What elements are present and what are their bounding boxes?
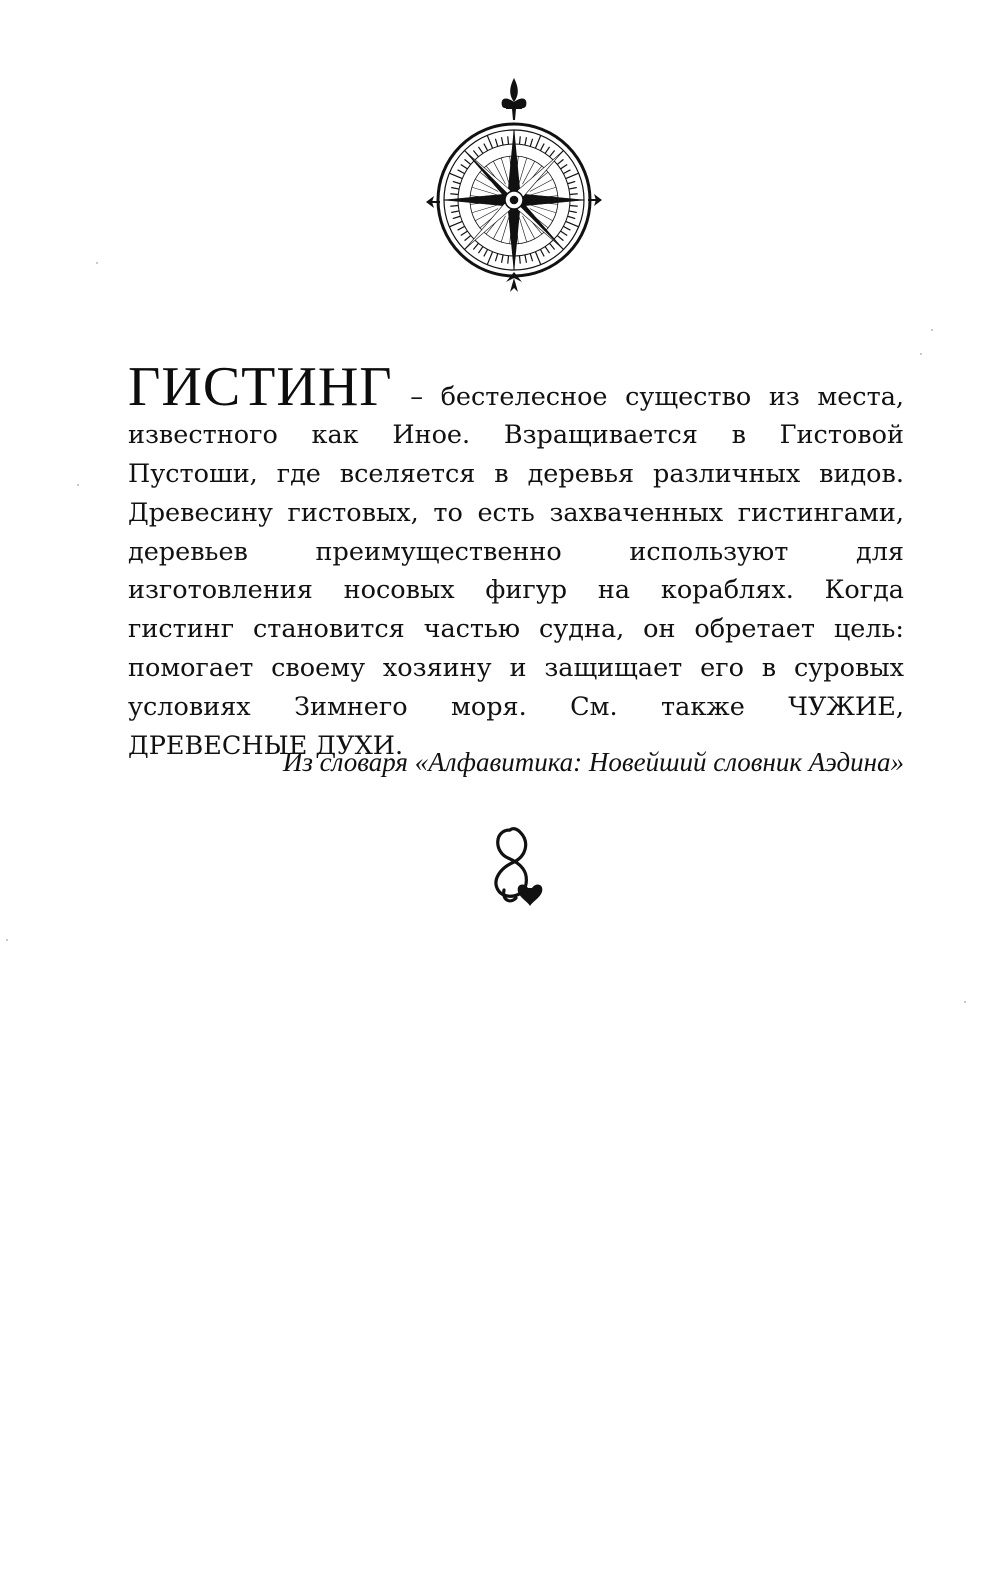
compass-tick xyxy=(569,211,577,213)
compass-tick xyxy=(461,231,468,235)
compass-ray xyxy=(472,205,497,213)
dictionary-entry xyxy=(128,355,904,766)
compass-tick xyxy=(461,164,468,168)
compass-tick xyxy=(545,147,549,154)
compass-tick xyxy=(450,194,458,195)
compass-tick xyxy=(449,173,462,178)
compass-tick xyxy=(478,247,482,254)
compass-tick xyxy=(550,243,555,249)
compass-ray xyxy=(531,187,556,195)
speck xyxy=(931,329,933,331)
compass-tick xyxy=(545,247,549,254)
compass-tick xyxy=(563,226,570,230)
compass-tick xyxy=(561,164,568,168)
compass-ray xyxy=(531,205,556,213)
compass-tick xyxy=(502,137,504,145)
compass-tick xyxy=(451,211,459,213)
compass-tick xyxy=(519,136,520,144)
entry-headword: ГИСТИНГ xyxy=(128,355,393,418)
compass-tick xyxy=(508,256,509,264)
compass-tick xyxy=(465,236,471,241)
compass-tick xyxy=(484,144,488,151)
compass-tick xyxy=(530,139,532,147)
compass-tick xyxy=(465,159,471,164)
speck xyxy=(964,1001,966,1003)
compass-tick xyxy=(453,216,461,218)
speck xyxy=(920,353,922,355)
compass-tick xyxy=(561,231,568,235)
compass-tick xyxy=(540,144,544,151)
compass-tick xyxy=(563,170,570,174)
compass-tick xyxy=(568,181,576,183)
compass-tick xyxy=(540,249,544,256)
compass-tick xyxy=(487,252,492,265)
speck xyxy=(96,262,98,264)
compass-tick xyxy=(566,173,579,178)
compass-tick xyxy=(566,221,579,226)
entry-definition: – бестелесное существо из места, известного как Иное. Взращивается в Гистовой Пустоши, где вселяется в деревья различных видов. Древесину гистовых, то есть захваченных гистингами, деревьев преимущественно используют для изготовления носовых фигур на кораблях. Когда гистинг становится частью судна, он обретает цель: помогает своему хозяину и защищает его в суровых условиях Зимнего моря. См. также ЧУЖИЕ, ДРЕВЕСНЫЕ ДУХИ. xyxy=(128,381,904,761)
compass-tick xyxy=(530,254,532,262)
compass-tick xyxy=(550,151,555,157)
ampersand-heart-icon xyxy=(480,822,560,908)
compass-tick xyxy=(450,205,458,206)
compass-tick xyxy=(487,135,492,148)
compass-tick xyxy=(449,221,462,226)
compass-tick xyxy=(495,139,497,147)
compass-tick xyxy=(473,151,478,157)
compass-tick xyxy=(525,137,527,145)
compass-tick xyxy=(569,188,577,190)
compass-tick xyxy=(502,255,504,263)
compass-tick xyxy=(453,181,461,183)
compass-tick xyxy=(557,159,563,164)
compass-tick xyxy=(473,243,478,249)
compass-tick xyxy=(525,255,527,263)
compass-tick xyxy=(570,205,578,206)
compass-tick xyxy=(557,236,563,241)
compass-tick xyxy=(508,136,509,144)
compass-tick xyxy=(570,194,578,195)
compass-tick xyxy=(519,256,520,264)
compass-tick xyxy=(484,249,488,256)
compass-tick xyxy=(458,170,465,174)
compass-tick xyxy=(535,135,540,148)
compass-ray xyxy=(501,217,509,242)
compass-tick xyxy=(535,252,540,265)
speck xyxy=(77,484,79,486)
compass-tick xyxy=(478,147,482,154)
compass-ray xyxy=(501,158,509,183)
compass-tick xyxy=(495,254,497,262)
compass-ray xyxy=(472,187,497,195)
speck xyxy=(6,939,8,941)
compass-rose-icon xyxy=(420,72,608,300)
compass-tick xyxy=(568,216,576,218)
source-attribution: Из словаря «Алфавитика: Новейший словник Аэдина» xyxy=(282,747,904,777)
compass-ray xyxy=(519,217,527,242)
compass-tick xyxy=(458,226,465,230)
compass-tick xyxy=(451,188,459,190)
compass-ray xyxy=(519,158,527,183)
